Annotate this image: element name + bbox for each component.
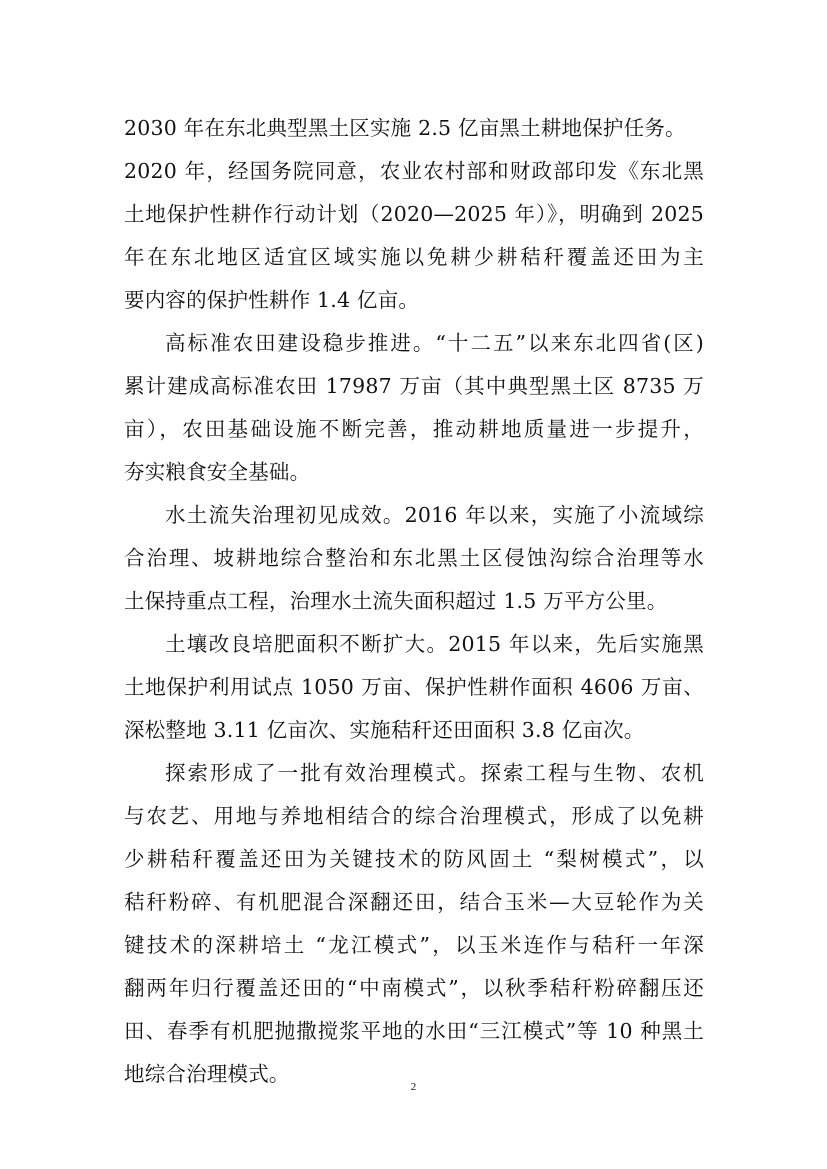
text-line: 少耕秸秆覆盖还田为关键技术的防风固土 “梨树模式”，以 <box>124 847 704 871</box>
text-line: 累计建成高标准农田 17987 万亩（其中典型黑土区 8735 万 <box>124 374 704 398</box>
text-line: 年在东北地区适宜区域实施以免耕少耕秸秆覆盖还田为主 <box>124 245 704 269</box>
text-line: 土地保护性耕作行动计划（2020—2025 年）》，明确到 2025 <box>124 202 704 226</box>
paragraph-2 <box>124 150 704 322</box>
text-line: 合治理、坡耕地综合整治和东北黑土区侵蚀沟综合治理等水 <box>124 546 704 570</box>
text-line: 土地保护利用试点 1050 万亩、保护性耕作面积 4606 万亩、 <box>124 675 704 699</box>
text-line: 田、春季有机肥抛撒搅浆平地的水田“三江模式”等 10 种黑土 <box>124 1019 704 1043</box>
paragraph-4 <box>124 494 704 623</box>
text-line: 2020 年，经国务院同意，农业农村部和财政部印发《东北黑 <box>124 159 704 183</box>
page-number: 2 <box>410 1081 417 1093</box>
text-line: 土壤改良培肥面积不断扩大。2015 年以来，先后实施黑 <box>165 632 704 656</box>
text-line: 翻两年归行覆盖还田的“中南模式”，以秋季秸秆粉碎翻压还 <box>124 976 704 1000</box>
text-line: 水土流失治理初见成效。2016 年以来，实施了小流域综 <box>165 503 704 527</box>
text-line: 夯实粮食安全基础。 <box>124 460 311 484</box>
text-line: 探索形成了一批有效治理模式。探索工程与生物、农机 <box>165 761 704 785</box>
paragraph-3 <box>124 322 704 494</box>
text-line: 与农艺、用地与养地相结合的综合治理模式，形成了以免耕 <box>124 804 704 828</box>
text-line: 亩），农田基础设施不断完善，推动耕地质量进一步提升， <box>124 417 704 441</box>
paragraph-5 <box>124 623 704 752</box>
text-line: 深松整地 3.11 亿亩次、实施秸秆还田面积 3.8 亿亩次。 <box>124 718 645 742</box>
body-text <box>124 107 704 1096</box>
paragraph-1 <box>124 107 704 150</box>
text-line: 地综合治理模式。 <box>124 1062 290 1086</box>
text-line: 土保持重点工程，治理水土流失面积超过 1.5 万平方公里。 <box>124 589 668 613</box>
text-line: 高标准农田建设稳步推进。“十二五”以来东北四省(区) <box>165 331 704 355</box>
text-line: 键技术的深耕培土 “龙江模式”，以玉米连作与秸秆一年深 <box>124 933 704 957</box>
text-line: 要内容的保护性耕作 1.4 亿亩。 <box>124 288 420 312</box>
paragraph-6 <box>124 752 704 1096</box>
text-line: 2030 年在东北典型黑土区实施 2.5 亿亩黑土耕地保护任务。 <box>124 116 686 140</box>
text-line: 秸秆粉碎、有机肥混合深翻还田，结合玉米—大豆轮作为关 <box>124 890 704 914</box>
